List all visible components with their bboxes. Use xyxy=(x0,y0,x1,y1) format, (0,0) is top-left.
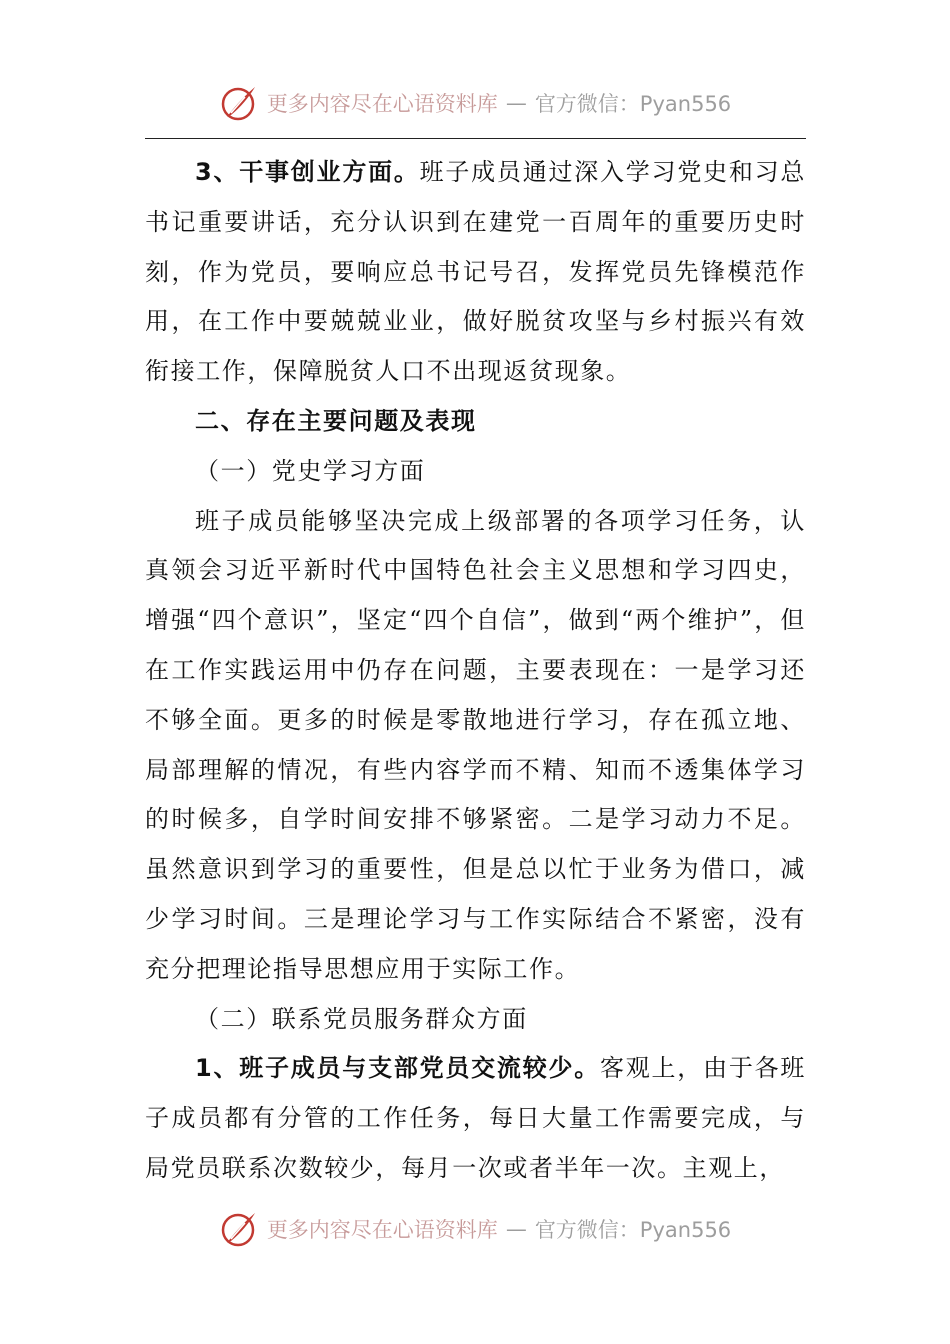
document-body xyxy=(145,148,806,1194)
paragraph-member-communication xyxy=(145,1044,806,1193)
watermark-dash: — xyxy=(505,91,527,115)
watermark-dash: — xyxy=(505,1217,527,1241)
quill-logo-icon xyxy=(219,1209,259,1249)
section-heading-problems: 二、存在主要问题及表现 xyxy=(195,406,477,435)
subheading-party-history: （一）党史学习方面 xyxy=(195,456,426,485)
watermark-wechat-text: 官方微信：Pyan556 xyxy=(534,92,732,116)
watermark-wechat-text: 官方微信：Pyan556 xyxy=(534,1218,732,1242)
paragraph-entrepreneurship xyxy=(145,148,806,397)
paragraph-lead-entrepreneurship: 3、干事创业方面。 xyxy=(195,158,420,186)
header-divider xyxy=(145,138,806,139)
header-watermark xyxy=(0,78,950,128)
subheading-serving-masses: （二）联系党员服务群众方面 xyxy=(195,1004,528,1033)
paragraph-text-communication: 客观上，由于各班子成员都有分管的工作任务，每日大量工作需要完成，与局党员联系次数较少，每月一次或者半年一次。主观上， xyxy=(145,1054,806,1182)
paragraph-lead-communication: 1、班子成员与支部党员交流较少。 xyxy=(195,1054,600,1083)
watermark-brand-text: 更多内容尽在心语资料库 xyxy=(266,92,498,116)
paragraph-party-history: 班子成员能够坚决完成上级部署的各项学习任务，认真领会习近平新时代中国特色社会主义思想和学习四史，增强“四个意识”，坚定“四个自信”，做到“两个维护”，但在工作实践运用中仍存在问题，主要表现在：一是学习还不够全面。更多的时候是零散地进行学习，存在孤立地、局部理解的情况，有些内容学而不精、知而不透集体学习的时候多，自学时间安排不够紧密。二是学习动力不足。虽然意识到学习的重要性，但是总以忙于业务为借口，减少学习时间。三是理论学习与工作实际结合不紧密，没有充分把理论指导思想应用于实际工作。 xyxy=(145,506,806,983)
paragraph-text-entrepreneurship: 班子成员通过深入学习党史和习总书记重要讲话，充分认识到在建党一百周年的重要历史时刻，作为党员，要响应总书记号召，发挥党员先锋模范作用，在工作中要兢兢业业，做好脱贫攻坚与乡村振兴有效衔接工作，保障脱贫人口不出现返贫现象。 xyxy=(145,158,806,386)
footer-watermark xyxy=(0,1204,950,1254)
watermark-brand-text: 更多内容尽在心语资料库 xyxy=(266,1218,498,1242)
quill-logo-icon xyxy=(219,83,259,123)
